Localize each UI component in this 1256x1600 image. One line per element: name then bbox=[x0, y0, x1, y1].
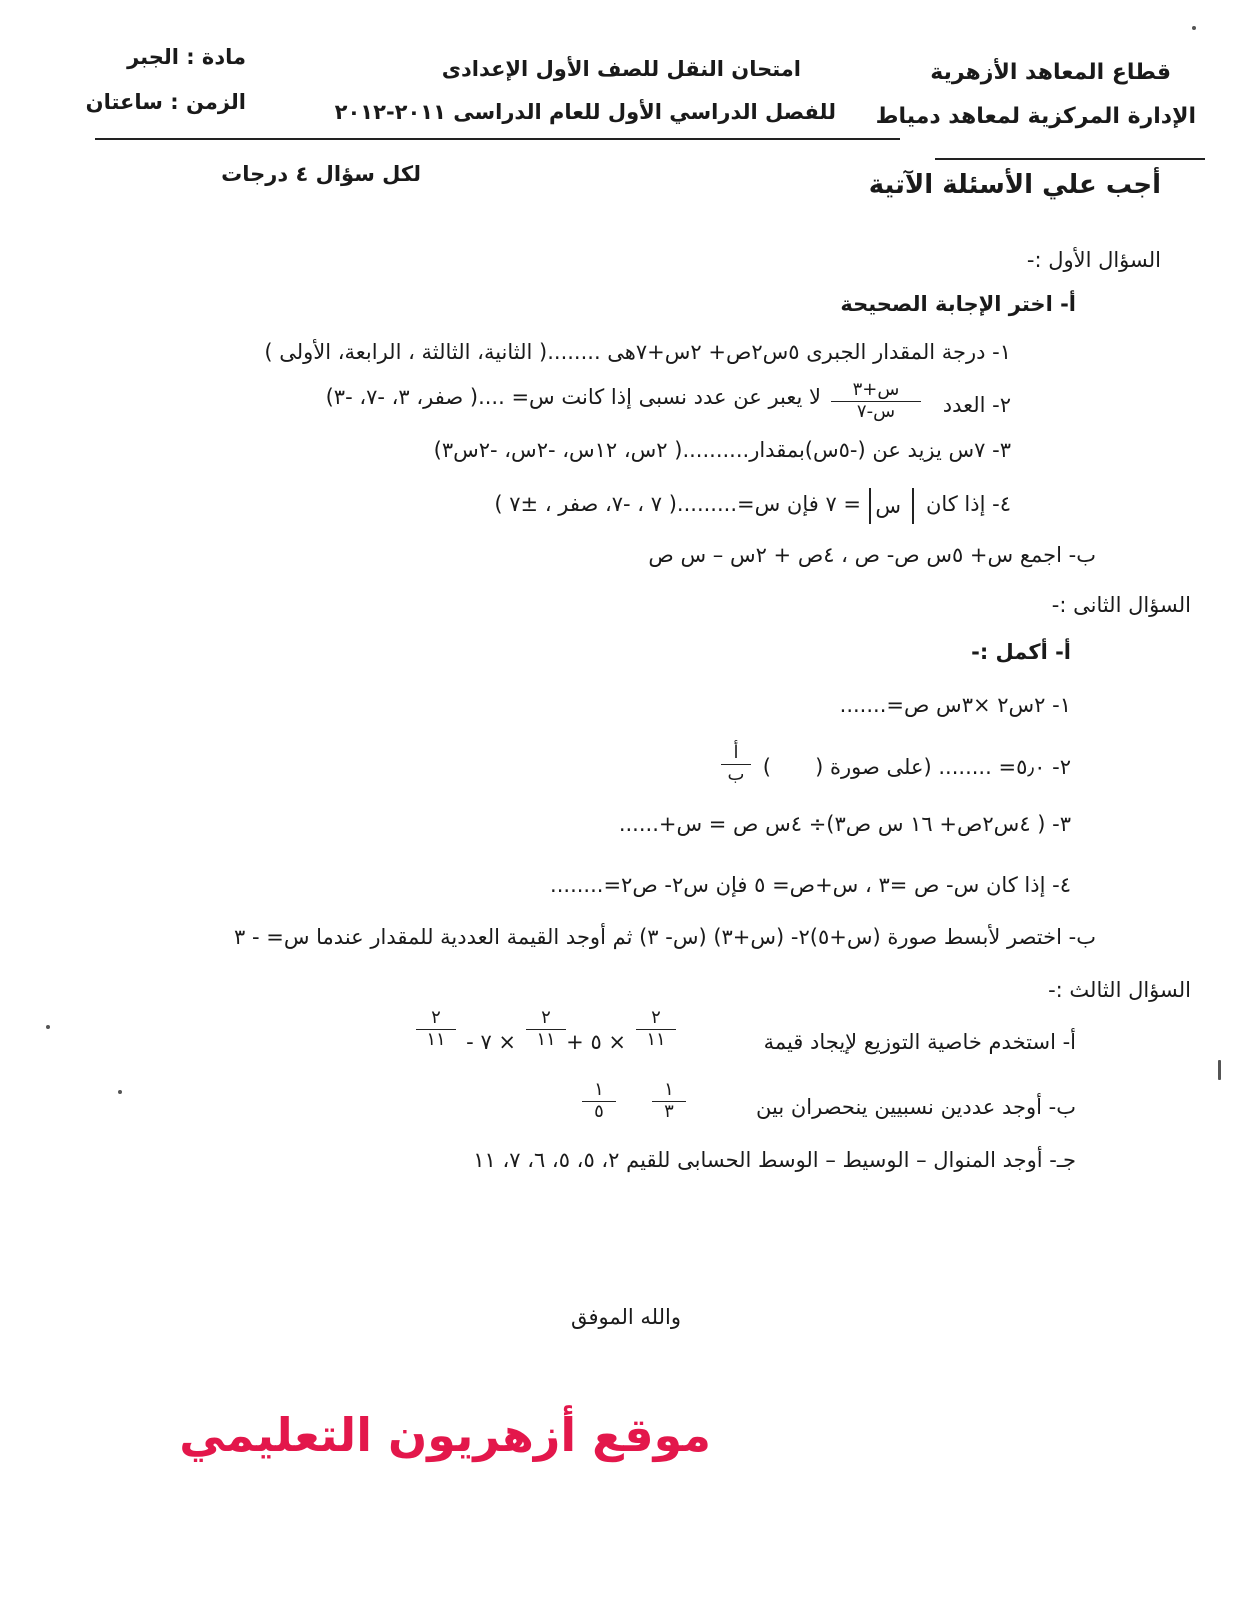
q3-operator-2: × ٧ - bbox=[466, 1030, 516, 1054]
q3-fraction-3-den: ١١ bbox=[426, 1028, 446, 1050]
q1-part-a: أ- اختر الإجابة الصحيحة bbox=[840, 292, 1076, 316]
q3-b-fraction-1 bbox=[652, 1080, 686, 1122]
q2-part-a: أ- أكمل :- bbox=[971, 640, 1071, 664]
q1-title: السؤال الأول :- bbox=[1026, 248, 1161, 272]
q3-b-fraction-1-den: ٣ bbox=[664, 1100, 674, 1122]
q1-item4-prefix: ٤- إذا كان bbox=[925, 492, 1011, 516]
org-department: الإدارة المركزية لمعاهد دمياط bbox=[875, 104, 1196, 129]
q3-b-fraction-2-num: ١ bbox=[582, 1080, 616, 1102]
q2-part-b: ب- اختصر لأبسط صورة (س+٥)٢- (س+٣) (س- ٣) ثم أوجد القيمة العددية للمقدار عندما س= - ٣ bbox=[234, 925, 1096, 949]
marks-note: لكل سؤال ٤ درجات bbox=[221, 162, 421, 186]
q2-item2-fraction bbox=[721, 743, 751, 785]
exam-subject: مادة : الجبر bbox=[127, 45, 246, 69]
q1-part-b: ب- اجمع س+ ٥س ص- ص ، ٤ص + ٢س – س ص bbox=[648, 543, 1096, 567]
abs-bar-right bbox=[912, 488, 914, 524]
exam-title: امتحان النقل للصف الأول الإعدادى bbox=[441, 57, 801, 81]
q3-fraction-1 bbox=[636, 1008, 676, 1050]
scan-speck bbox=[1218, 1060, 1221, 1080]
q2-item2-denominator: ب bbox=[727, 763, 745, 785]
q2-item4: ٤- إذا كان س- ص =٣ ، س+ص= ٥ فإن س٢- ص٢=........ bbox=[550, 873, 1071, 897]
instructions-heading: أجب علي الأسئلة الآتية bbox=[868, 170, 1161, 200]
q2-item1: ١- ٢س٢ ×٣س ص=....... bbox=[839, 693, 1071, 717]
q3-b-fraction-2-den: ٥ bbox=[594, 1100, 604, 1122]
q2-title: السؤال الثانى :- bbox=[1051, 593, 1191, 617]
q1-item2-numerator: س+٣ bbox=[831, 380, 921, 402]
q3-fraction-2-num: ٢ bbox=[526, 1008, 566, 1030]
q3-title: السؤال الثالث :- bbox=[1048, 978, 1191, 1002]
q3-fraction-2-den: ١١ bbox=[536, 1028, 556, 1050]
q1-item4-abs-value: س bbox=[875, 494, 901, 518]
q3-fraction-3-num: ٢ bbox=[416, 1008, 456, 1030]
q3-part-b: ب- أوجد عددين نسبيين ينحصران بين bbox=[756, 1095, 1076, 1119]
q3-operator-1: × ٥ + bbox=[566, 1030, 626, 1054]
scan-speck bbox=[46, 1025, 50, 1029]
q1-item2-choices: لا يعبر عن عدد نسبى إذا كانت س= ....( صفر، ٣، -٧، -٣) bbox=[325, 385, 821, 409]
scan-speck bbox=[118, 1090, 122, 1094]
q3-fraction-1-num: ٢ bbox=[636, 1008, 676, 1030]
q1-item1: ١- درجة المقدار الجبرى ٥س٢ص+ ٢س+٧هى ........( الثانية، الثالثة ، الرابعة، الأولى ) bbox=[264, 340, 1011, 364]
q2-item2-close: ) bbox=[762, 755, 771, 779]
site-watermark: موقع أزهريون التعليمي bbox=[179, 1408, 711, 1462]
abs-bar-left bbox=[869, 488, 871, 524]
q2-item2-numerator: أ bbox=[721, 743, 751, 765]
q3-b-fraction-2 bbox=[582, 1080, 616, 1122]
q1-item2-fraction bbox=[831, 380, 921, 422]
closing-phrase: والله الموفق bbox=[570, 1305, 681, 1329]
q3-fraction-1-den: ١١ bbox=[646, 1028, 666, 1050]
exam-duration: الزمن : ساعتان bbox=[85, 90, 246, 114]
header-rule-left bbox=[95, 138, 900, 140]
q1-item3: ٣- ٧س يزيد عن (-٥س)بمقدار..........( ٢س، ١٢س، -٢س، -٢س٣) bbox=[433, 438, 1011, 462]
exam-term: للفصل الدراسي الأول للعام الدراسى ٢٠١١-٢٠١٢ bbox=[334, 100, 836, 124]
q1-item2-prefix: ٢- العدد bbox=[942, 393, 1011, 417]
q1-item2-denominator: س-٧ bbox=[856, 400, 896, 422]
q2-item3: ٣- ( ٤س٢ص+ ١٦ س ص٣)÷ ٤س ص = س+...... bbox=[618, 812, 1071, 836]
scan-speck bbox=[1192, 26, 1196, 30]
q3-part-a: أ- استخدم خاصية التوزيع لإيجاد قيمة bbox=[763, 1030, 1076, 1054]
q3-b-fraction-1-num: ١ bbox=[652, 1080, 686, 1102]
q3-part-c: جـ- أوجد المنوال – الوسيط – الوسط الحسابى للقيم ٢، ٥، ٥، ٦، ٧، ١١ bbox=[473, 1148, 1076, 1172]
q3-fraction-2 bbox=[526, 1008, 566, 1050]
header-rule-right bbox=[935, 158, 1205, 160]
q1-item4-choices: = ٧ فإن س=.........( ٧ ، -٧، صفر ، ±٧ ) bbox=[494, 492, 861, 516]
q2-item2: ٢- ٥٫٠= ........ (على صورة ( bbox=[815, 755, 1071, 779]
q3-fraction-3 bbox=[416, 1008, 456, 1050]
org-name: قطاع المعاهد الأزهرية bbox=[930, 60, 1171, 85]
